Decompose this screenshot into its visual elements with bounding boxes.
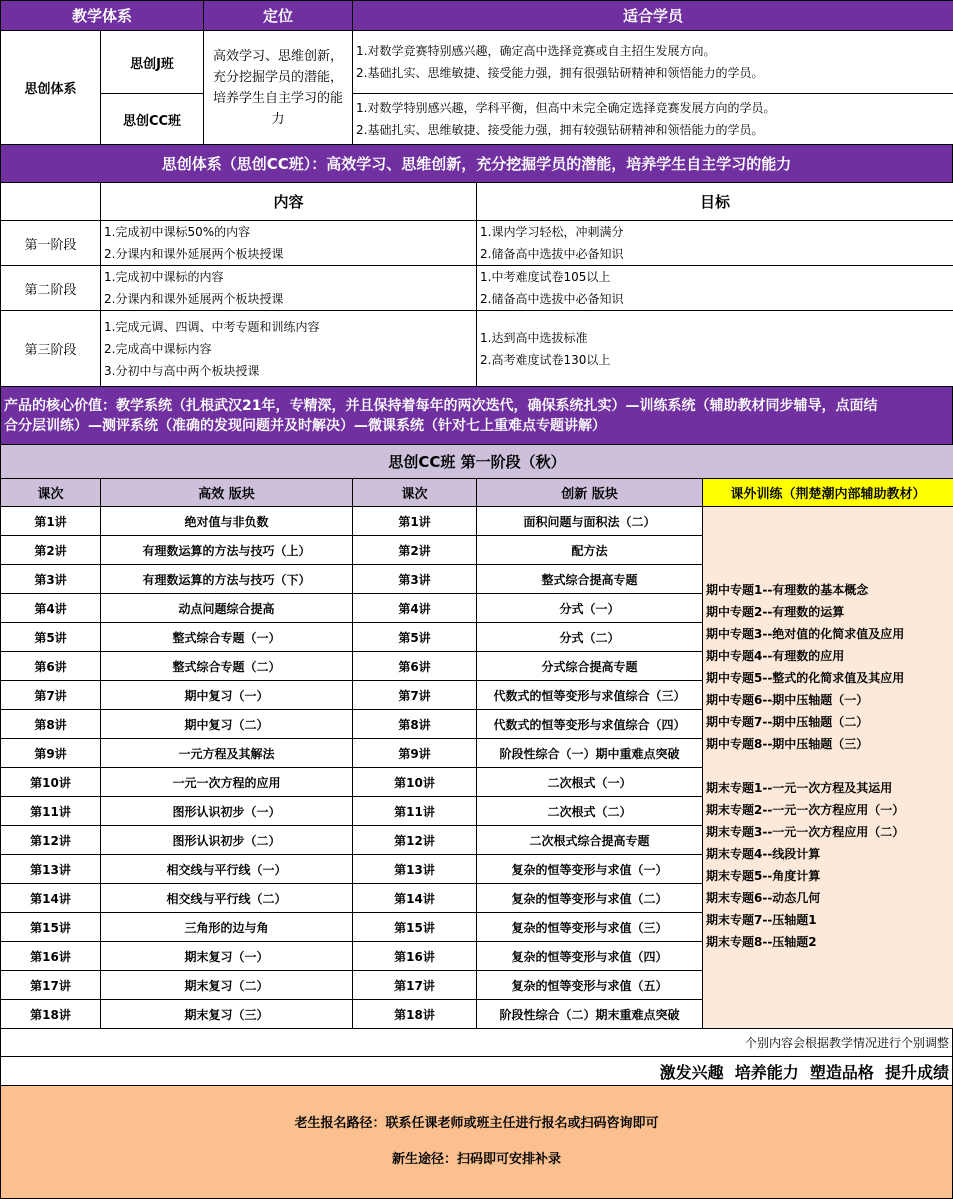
extra-training-topics bbox=[703, 507, 953, 1029]
efficient-topic: 动点问题综合提高 bbox=[101, 594, 353, 623]
efficient-topic: 期中复习（二） bbox=[101, 710, 353, 739]
lesson-number: 第18讲 bbox=[353, 1000, 477, 1029]
lesson-number: 第8讲 bbox=[1, 710, 101, 739]
lesson-number: 第9讲 bbox=[1, 739, 101, 768]
stage-content-line: 1.完成元调、四调、中考专题和训练内容 bbox=[104, 319, 320, 334]
lesson-number: 第13讲 bbox=[353, 855, 477, 884]
lesson-header: 课次 bbox=[1, 479, 101, 507]
lesson-number: 第2讲 bbox=[353, 536, 477, 565]
stage-goal-line: 2.高考难度试卷130以上 bbox=[480, 352, 611, 367]
midterm-topic: 期中专题8--期中压轴题（三） bbox=[706, 737, 869, 751]
efficient-topic: 绝对值与非负数 bbox=[101, 507, 353, 536]
stage-content-line: 3.分初中与高中两个板块授课 bbox=[104, 363, 260, 378]
stage-content-line: 1.完成初中课标50%的内容 bbox=[104, 225, 251, 239]
class-name-j: 思创J班 bbox=[101, 31, 204, 94]
lesson-number: 第9讲 bbox=[353, 739, 477, 768]
innovative-topic: 整式综合提高专题 bbox=[477, 565, 703, 594]
lesson-number: 第17讲 bbox=[1, 971, 101, 1000]
efficient-header: 高效 版块 bbox=[101, 479, 353, 507]
efficient-topic: 整式综合专题（一） bbox=[101, 623, 353, 652]
stage-name: 第二阶段 bbox=[1, 266, 101, 311]
suitable-line: 1.对数学特别感兴趣，学科平衡，但高中未完全确定选择竞赛发展方向的学员。 bbox=[356, 101, 776, 115]
lesson-header: 课次 bbox=[353, 479, 477, 507]
midterm-topic: 期中专题3--绝对值的化简求值及应用 bbox=[706, 627, 905, 641]
core-value-line: 合分层训练）—测评系统（准确的发现问题并及时解决）—微课系统（针对七上重难点专题讲解） bbox=[4, 417, 606, 434]
efficient-topic: 期末复习（三） bbox=[101, 1000, 353, 1029]
lesson-number: 第5讲 bbox=[1, 623, 101, 652]
adjustment-note: 个别内容会根据教学情况进行个别调整 bbox=[1, 1029, 953, 1057]
innovative-topic: 复杂的恒等变形与求值（三） bbox=[477, 913, 703, 942]
slogan: 激发兴趣 培养能力 塑造品格 提升成绩 bbox=[1, 1057, 953, 1086]
lesson-number: 第7讲 bbox=[353, 681, 477, 710]
banner-table bbox=[0, 144, 953, 183]
final-topic: 期末专题7--压轴题1 bbox=[706, 913, 817, 927]
final-topic: 期末专题2--一元一次方程应用（一） bbox=[706, 803, 905, 817]
lesson-number: 第6讲 bbox=[1, 652, 101, 681]
stage-goal-line: 1.课内学习轻松，冲刺满分 bbox=[480, 225, 624, 239]
midterm-topic: 期中专题1--有理数的基本概念 bbox=[706, 583, 869, 597]
innovative-topic: 二次根式（二） bbox=[477, 797, 703, 826]
footer-table bbox=[0, 1028, 953, 1199]
core-value-table bbox=[0, 386, 953, 445]
lesson-number: 第14讲 bbox=[1, 884, 101, 913]
suitable-line: 1.对数学竞赛特别感兴趣，确定高中选择竞赛或自主招生发展方向。 bbox=[356, 44, 716, 58]
stage-goal-line: 1.达到高中选拔标准 bbox=[480, 330, 588, 345]
lesson-number: 第5讲 bbox=[353, 623, 477, 652]
final-topic: 期末专题6--动态几何 bbox=[706, 891, 821, 905]
innovative-topic: 代数式的恒等变形与求值综合（四） bbox=[477, 710, 703, 739]
innovative-topic: 阶段性综合（一）期中重难点突破 bbox=[477, 739, 703, 768]
lesson-number: 第3讲 bbox=[353, 565, 477, 594]
innovative-topic: 二次根式（一） bbox=[477, 768, 703, 797]
lesson-number: 第2讲 bbox=[1, 536, 101, 565]
lesson-number: 第12讲 bbox=[353, 826, 477, 855]
suitable-line: 2.基础扎实、思维敏捷、接受能力强，拥有较强钻研精神和领悟能力的学员。 bbox=[356, 123, 764, 137]
lesson-number: 第3讲 bbox=[1, 565, 101, 594]
extra-training-header: 课外训练（荆楚潮内部辅助教材） bbox=[703, 479, 953, 507]
system-table bbox=[0, 0, 953, 145]
header-positioning: 定位 bbox=[204, 1, 353, 31]
header-system: 教学体系 bbox=[1, 1, 204, 31]
lesson-number: 第15讲 bbox=[1, 913, 101, 942]
lesson-number: 第18讲 bbox=[1, 1000, 101, 1029]
schedule-table bbox=[0, 444, 953, 1029]
innovative-topic: 分式（二） bbox=[477, 623, 703, 652]
system-positioning: 高效学习、思维创新，充分挖掘学员的潜能，培养学生自主学习的能力 bbox=[204, 31, 353, 145]
lesson-number: 第12讲 bbox=[1, 826, 101, 855]
lesson-number: 第11讲 bbox=[1, 797, 101, 826]
efficient-topic: 图形认识初步（二） bbox=[101, 826, 353, 855]
final-topic: 期末专题8--压轴题2 bbox=[706, 935, 817, 949]
lesson-number: 第7讲 bbox=[1, 681, 101, 710]
lesson-number: 第1讲 bbox=[1, 507, 101, 536]
midterm-topic: 期中专题4--有理数的应用 bbox=[706, 649, 845, 663]
lesson-number: 第10讲 bbox=[1, 768, 101, 797]
stage-goal-line: 2.储备高中选拔中必备知识 bbox=[480, 247, 624, 261]
header-suitable: 适合学员 bbox=[353, 1, 953, 31]
efficient-topic: 期末复习（一） bbox=[101, 942, 353, 971]
lesson-number: 第15讲 bbox=[353, 913, 477, 942]
efficient-topic: 期中复习（一） bbox=[101, 681, 353, 710]
midterm-topic: 期中专题5--整式的化简求值及其应用 bbox=[706, 671, 905, 685]
lesson-number: 第11讲 bbox=[353, 797, 477, 826]
lesson-number: 第14讲 bbox=[353, 884, 477, 913]
lesson-number: 第17讲 bbox=[353, 971, 477, 1000]
goal-header: 目标 bbox=[477, 183, 953, 221]
content-header: 内容 bbox=[101, 183, 477, 221]
stage-name: 第一阶段 bbox=[1, 221, 101, 266]
stage-name: 第三阶段 bbox=[1, 311, 101, 387]
efficient-topic: 一元方程及其解法 bbox=[101, 739, 353, 768]
innovative-topic: 分式（一） bbox=[477, 594, 703, 623]
efficient-topic: 一元一次方程的应用 bbox=[101, 768, 353, 797]
midterm-topic: 期中专题7--期中压轴题（二） bbox=[706, 715, 869, 729]
innovative-topic: 面积问题与面积法（二） bbox=[477, 507, 703, 536]
lesson-number: 第10讲 bbox=[353, 768, 477, 797]
stage-goal-line: 1.中考难度试卷105以上 bbox=[480, 270, 611, 284]
final-topic: 期末专题3--一元一次方程应用（二） bbox=[706, 825, 905, 839]
innovative-topic: 复杂的恒等变形与求值（五） bbox=[477, 971, 703, 1000]
midterm-topic: 期中专题2--有理数的运算 bbox=[706, 605, 845, 619]
lesson-number: 第4讲 bbox=[1, 594, 101, 623]
midterm-topic: 期中专题6--期中压轴题（一） bbox=[706, 693, 869, 707]
new-student-path: 新生途径：扫码即可安排补录 bbox=[391, 1152, 561, 1167]
stage-goal-line: 2.储备高中选拔中必备知识 bbox=[480, 292, 624, 306]
final-topic: 期末专题5--角度计算 bbox=[706, 869, 821, 883]
lesson-number: 第16讲 bbox=[353, 942, 477, 971]
old-student-path: 老生报名路径：联系任课老师或班主任进行报名或扫码咨询即可 bbox=[294, 1116, 659, 1131]
lesson-number: 第1讲 bbox=[353, 507, 477, 536]
efficient-topic: 期末复习（二） bbox=[101, 971, 353, 1000]
core-value-line: 产品的核心价值：教学系统（扎根武汉21年，专精深，并且保持着每年的两次迭代，确保系统扎实）—训练系统（辅助教材同步辅导，点面结 bbox=[4, 397, 878, 414]
stage-content-line: 1.完成初中课标的内容 bbox=[104, 270, 224, 284]
efficient-topic: 相交线与平行线（一） bbox=[101, 855, 353, 884]
final-topic: 期末专题4--线段计算 bbox=[706, 847, 821, 861]
innovative-topic: 阶段性综合（二）期末重难点突破 bbox=[477, 1000, 703, 1029]
innovative-topic: 二次根式综合提高专题 bbox=[477, 826, 703, 855]
innovative-topic: 复杂的恒等变形与求值（一） bbox=[477, 855, 703, 884]
innovative-topic: 分式综合提高专题 bbox=[477, 652, 703, 681]
efficient-topic: 三角形的边与角 bbox=[101, 913, 353, 942]
innovative-topic: 复杂的恒等变形与求值（四） bbox=[477, 942, 703, 971]
efficient-topic: 整式综合专题（二） bbox=[101, 652, 353, 681]
stage-content-line: 2.分课内和课外延展两个板块授课 bbox=[104, 292, 284, 306]
efficient-topic: 有理数运算的方法与技巧（下） bbox=[101, 565, 353, 594]
innovative-topic: 复杂的恒等变形与求值（二） bbox=[477, 884, 703, 913]
innovative-header: 创新 版块 bbox=[477, 479, 703, 507]
lesson-number: 第4讲 bbox=[353, 594, 477, 623]
suitable-line: 2.基础扎实、思维敏捷、接受能力强，拥有很强钻研精神和领悟能力的学员。 bbox=[356, 66, 764, 80]
innovative-topic: 配方法 bbox=[477, 536, 703, 565]
stages-table bbox=[0, 182, 953, 387]
stage-content-line: 2.完成高中课标内容 bbox=[104, 341, 212, 356]
efficient-topic: 相交线与平行线（二） bbox=[101, 884, 353, 913]
final-topic: 期末专题1--一元一次方程及其运用 bbox=[706, 781, 893, 795]
lesson-number: 第6讲 bbox=[353, 652, 477, 681]
lesson-number: 第16讲 bbox=[1, 942, 101, 971]
schedule-title: 思创CC班 第一阶段（秋） bbox=[1, 445, 953, 479]
class-name-cc: 思创CC班 bbox=[101, 94, 204, 145]
lesson-row bbox=[1, 507, 953, 536]
efficient-topic: 图形认识初步（一） bbox=[101, 797, 353, 826]
stage-content-line: 2.分课内和课外延展两个板块授课 bbox=[104, 247, 284, 261]
lesson-number: 第13讲 bbox=[1, 855, 101, 884]
lesson-number: 第8讲 bbox=[353, 710, 477, 739]
cc-class-banner: 思创体系（思创CC班）：高效学习、思维创新，充分挖掘学员的潜能，培养学生自主学习的能力 bbox=[1, 145, 953, 183]
innovative-topic: 代数式的恒等变形与求值综合（三） bbox=[477, 681, 703, 710]
system-name: 思创体系 bbox=[1, 31, 101, 145]
efficient-topic: 有理数运算的方法与技巧（上） bbox=[101, 536, 353, 565]
